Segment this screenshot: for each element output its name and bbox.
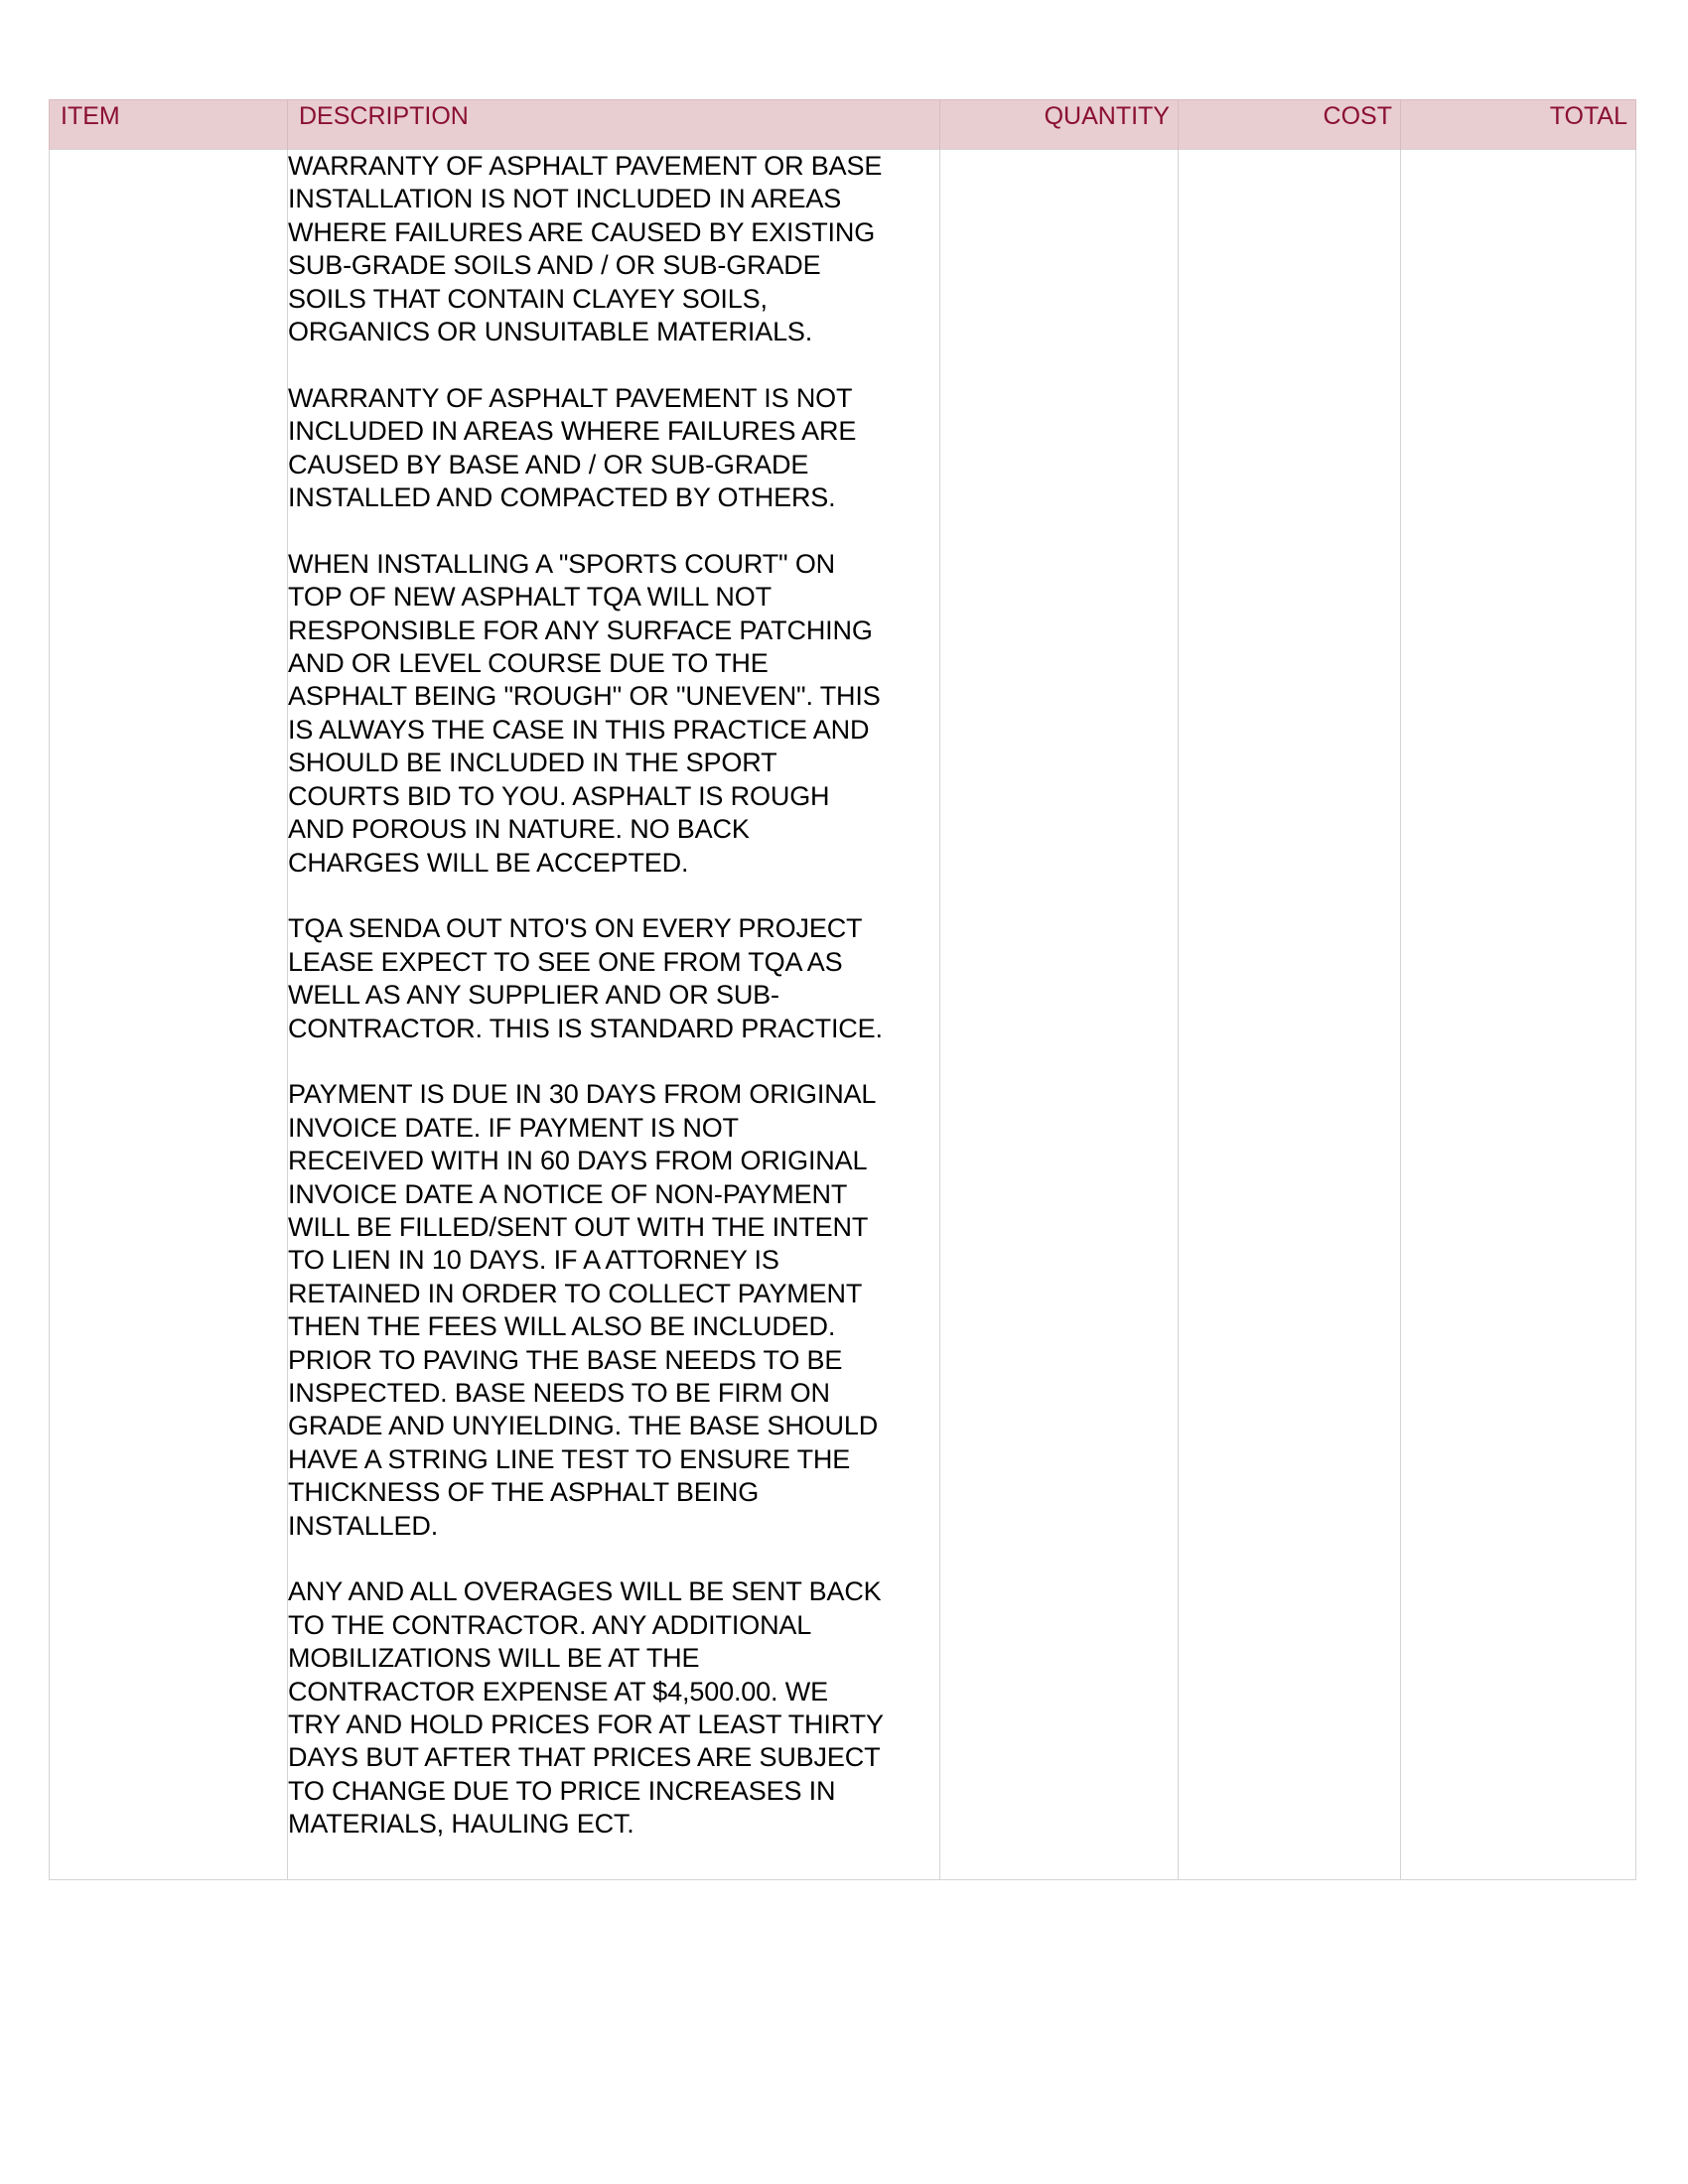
sports-court-paragraph: WHEN INSTALLING A "SPORTS COURT" ON TOP OF NEW ASPHALT TQA WILL NOT RESPONSIBLE FOR ANY SURFACE PATCHING AND OR LEVEL COURSE DUE TO THE ASPHALT BEING "ROUGH" OR "UNEVEN". THIS IS ALWAYS THE CASE IN THIS PRACTICE AND SHOULD BE INCLUDED IN THE SPORT COURTS BID TO YOU. ASPHALT IS ROUGH AND POROUS IN NATURE. NO BACK CHARGES WILL BE ACCEPTED.	[288, 548, 881, 878]
table-row	[50, 150, 1636, 1880]
total-column-header: TOTAL	[1401, 100, 1636, 150]
item-column-header: ITEM	[50, 100, 288, 150]
cost-column-header: COST	[1179, 100, 1401, 150]
description-cell	[288, 150, 940, 1880]
warranty-others-paragraph: WARRANTY OF ASPHALT PAVEMENT IS NOT INCLUDED IN AREAS WHERE FAILURES ARE CAUSED BY BASE AND / OR SUB-GRADE INSTALLED AND COMPACTED BY OTHERS.	[288, 382, 857, 513]
description-column-header: DESCRIPTION	[288, 100, 940, 150]
quantity-cell	[940, 150, 1179, 1880]
quantity-column-header: QUANTITY	[940, 100, 1179, 150]
nto-paragraph: TQA SENDA OUT NTO'S ON EVERY PROJECT LEASE EXPECT TO SEE ONE FROM TQA AS WELL AS ANY SUPPLIER AND OR SUB- CONTRACTOR. THIS IS STANDARD PRACTICE.	[288, 913, 883, 1043]
invoice-sheet	[49, 99, 1635, 1880]
overages-paragraph: ANY AND ALL OVERAGES WILL BE SENT BACK TO THE CONTRACTOR. ANY ADDITIONAL MOBILIZATIONS WILL BE AT THE CONTRACTOR EXPENSE AT $4,500.00. WE TRY AND HOLD PRICES FOR AT LEAST THIRTY DAYS BUT AFTER THAT PRICES ARE SUBJECT TO CHANGE DUE TO PRICE INCREASES IN MATERIALS, HAULING ECT.	[288, 1576, 884, 1840]
line-items-table	[49, 99, 1636, 1880]
total-cell	[1401, 150, 1636, 1880]
warranty-base-paragraph: WARRANTY OF ASPHALT PAVEMENT OR BASE INSTALLATION IS NOT INCLUDED IN AREAS WHERE FAILURES ARE CAUSED BY EXISTING SUB-GRADE SOILS AND / OR SUB-GRADE SOILS THAT CONTAIN CLAYEY SOILS, ORGANICS OR UNSUITABLE MATERIALS.	[288, 151, 883, 347]
table-header-row	[50, 100, 1636, 150]
item-cell	[50, 150, 288, 1880]
payment-terms-paragraph: PAYMENT IS DUE IN 30 DAYS FROM ORIGINAL INVOICE DATE. IF PAYMENT IS NOT RECEIVED WITH IN 60 DAYS FROM ORIGINAL INVOICE DATE A NOTICE OF NON-PAYMENT WILL BE FILLED/SENT OUT WITH THE INTENT TO LIEN IN 10 DAYS. IF A ATTORNEY IS RETAINED IN ORDER TO COLLECT PAYMENT THEN THE FEES WILL ALSO BE INCLUDED. PRIOR TO PAVING THE BASE NEEDS TO BE INSPECTED. BASE NEEDS TO BE FIRM ON GRADE AND UNYIELDING. THE BASE SHOULD HAVE A STRING LINE TEST TO ENSURE THE THICKNESS OF THE ASPHALT BEING INSTALLED.	[288, 1079, 879, 1541]
cost-cell	[1179, 150, 1401, 1880]
